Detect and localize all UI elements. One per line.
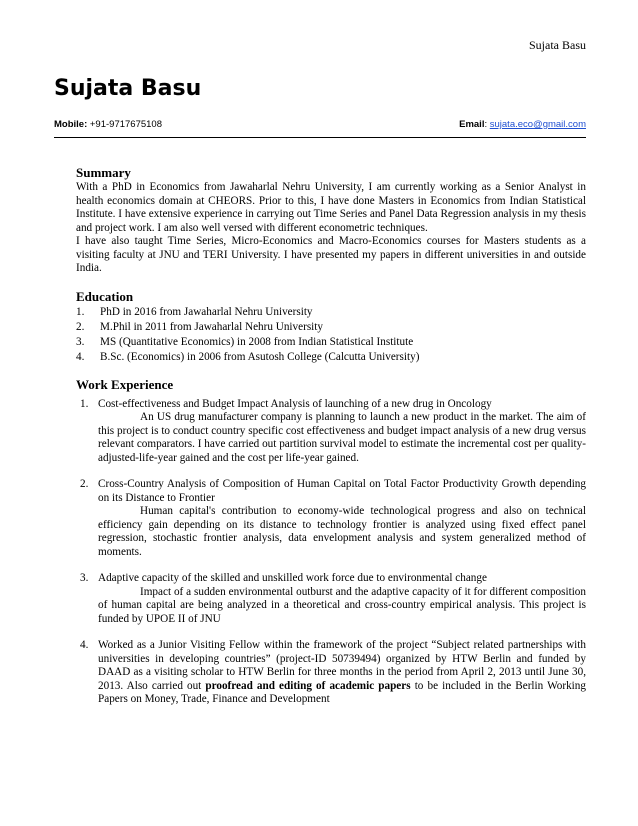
work-item-number: 1. [80, 397, 89, 410]
running-header-name: Sujata Basu [529, 38, 586, 52]
summary-paragraph-1: With a PhD in Economics from Jawaharlal Nehru University, I am currently working as a Senior Analyst in health economics domain at CHEORS. Prior to this, I have done Masters in Economics from Indian Statistical Institute. I have extensive experience in carrying out Time Series and Panel Data Regression analysis in my thesis and project work. I am also well versed with different econometric techniques. [76, 181, 586, 234]
education-item-number: 3. [76, 335, 85, 348]
work-item [76, 478, 586, 559]
education-item [76, 335, 586, 350]
education-item-number: 1. [76, 305, 85, 318]
work-item [76, 398, 586, 466]
education-heading: Education [76, 288, 134, 304]
mobile-contact [54, 119, 162, 130]
mobile-number: +91-9717675108 [87, 119, 163, 130]
work-item-number: 4. [80, 639, 89, 651]
work-item-description: Human capital's contribution to economy-wide technological progress and also on technical efficiency gain depending on its distance to technology frontier is analyzed using fixed effect panel regression, stochastic frontier analysis, data envelopment analysis and system generalized method of moments. [98, 505, 586, 558]
work-item-bold-text: proofread and editing of academic papers [205, 679, 411, 692]
work-item-title: Cross-Country Analysis of Composition of Human Capital on Total Factor Productivity Growth depending on its Distance to Frontier [98, 478, 586, 504]
email-contact [459, 119, 586, 130]
work-item-description [98, 639, 586, 707]
education-item [76, 320, 586, 335]
summary-heading: Summary [76, 165, 131, 180]
work-item [76, 572, 586, 626]
work-item-number: 2. [80, 478, 89, 490]
education-item-number: 2. [76, 320, 85, 333]
education-item-text: MS (Quantitative Economics) in 2008 from Indian Statistical Institute [100, 335, 414, 348]
email-separator: : [484, 119, 490, 130]
work-experience-heading: Work Experience [76, 376, 174, 392]
work-item-title: Adaptive capacity of the skilled and unskilled work force due to environmental change [98, 572, 487, 584]
work-item-text-before: Worked as a Junior Visiting Fellow within the framework of the project “Subject related partnerships with universities in developing countries” (project-ID 50739494) organized by HTW Berlin and funded by DAAD as a visiting scholar to HTW Berlin for three months in the period from April 2, 2013 until June 30, 2013. Also carried out [98, 639, 586, 692]
candidate-name: Sujata Basu [54, 76, 202, 101]
summary-paragraph-2: I have also taught Time Series, Micro-Economics and Macro-Economics courses for Masters students as a visiting faculty at JNU and TERI University. I have presented my papers in different universities in and outside India. [76, 235, 586, 274]
work-item-description: An US drug manufacturer company is planning to launch a new product in the market. The aim of this project is to conduct country specific cost effectiveness and budget impact analysis of a new drug versus relevant comparators. I have carried out partition survival model to estimate the incremental cost per quality-adjusted-life-year gained and the cost per life-year gained. [98, 411, 586, 464]
work-item-title: Cost-effectiveness and Budget Impact Analysis of launching of a new drug in Oncology [98, 397, 492, 410]
work-item-description: Impact of a sudden environmental outburst and the adaptive capacity of it for different composition of human capital are being analyzed in a theoretical and cross-country empirical analysis. This project is funded by UPOE II of JNU [98, 585, 586, 625]
resume-content [76, 165, 586, 720]
mobile-label: Mobile: [54, 119, 88, 130]
email-label: Email [459, 119, 485, 130]
work-experience-section [76, 377, 586, 707]
education-item-text: PhD in 2016 from Jawaharlal Nehru University [100, 305, 313, 318]
education-item [76, 350, 586, 365]
email-link[interactable]: sujata.eco@gmail.com [489, 119, 586, 130]
contact-line [54, 119, 586, 133]
education-item-number: 4. [76, 350, 85, 363]
summary-section [76, 165, 586, 276]
work-item-number: 3. [80, 572, 89, 584]
education-item-text: M.Phil in 2011 from Jawaharlal Nehru University [100, 320, 323, 333]
education-item-text: B.Sc. (Economics) in 2006 from Asutosh College (Calcutta University) [100, 350, 420, 363]
header-divider [54, 137, 586, 138]
work-item-text-after: to be included in the Berlin Working Papers on Money, Trade, Finance and Development [98, 679, 586, 705]
education-item [76, 305, 586, 320]
work-item [76, 639, 586, 707]
education-section [76, 289, 586, 365]
education-list [76, 305, 586, 365]
